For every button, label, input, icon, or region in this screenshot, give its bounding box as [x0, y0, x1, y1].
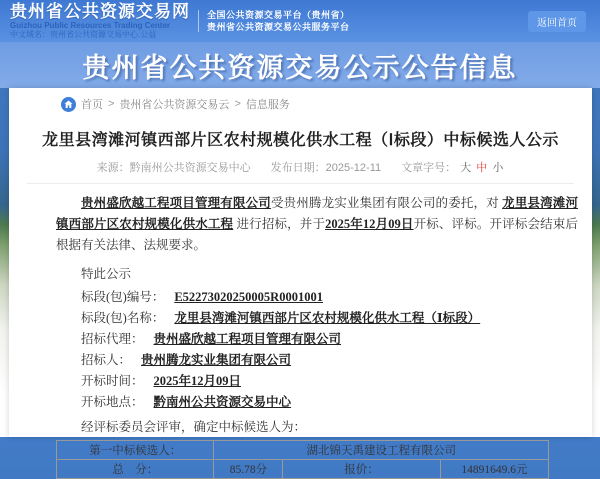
review-statement: 经评标委员会评审，确定中标候选人为：: [81, 420, 307, 434]
content-card: [9, 88, 592, 476]
font-size-medium[interactable]: 中: [476, 162, 488, 174]
field-bid-agency: [56, 333, 578, 346]
candidate-name-cell: 湖北锦天禹建设工程有限公司: [214, 441, 549, 460]
field-value: E52273020250005R0001001: [174, 290, 323, 304]
platform-line-1: 全国公共资源交易平台（贵州省）: [207, 10, 350, 20]
price-label-cell: 报价：: [283, 460, 440, 479]
intro-paragraph: 贵州盛欣越工程项目管理有限公司受贵州腾龙实业集团有限公司的委托，对 龙里县湾滩河镇西部片区农村规模化供水工程 进行招标，并于2025年12月09日开标、评标。开评标会结束后根据有关法律、法规要求。: [56, 196, 578, 252]
field-label: 招标人：: [81, 353, 132, 367]
site-name-english: Guizhou Public Resources Trading Center: [10, 21, 171, 30]
field-value: 黔南州公共资源交易中心: [153, 395, 292, 409]
field-section-name: [56, 312, 578, 325]
candidate-label-cell: 第一中标候选人：: [57, 441, 214, 460]
article-meta: [9, 159, 592, 175]
field-open-place: [56, 396, 578, 409]
home-icon: [61, 97, 76, 112]
page-banner: [0, 42, 600, 88]
score-value-cell: 85.78分: [214, 460, 283, 479]
font-size-large[interactable]: 大: [460, 162, 472, 174]
field-label: 开标地点：: [81, 395, 144, 409]
field-value: 贵州腾龙实业集团有限公司: [141, 353, 292, 367]
meta-font-size: [401, 159, 504, 175]
article-body: [9, 193, 592, 479]
breadcrumb-home[interactable]: 首页: [81, 99, 103, 111]
article-title: 龙里县湾滩河镇西部片区农村规模化供水工程（Ⅰ标段）中标候选人公示: [42, 132, 559, 149]
candidate-table: [56, 440, 549, 479]
bid-open-date: 2025年12月09日: [325, 217, 414, 231]
table-row: [57, 441, 549, 460]
hereby-announce: 特此公示: [81, 267, 132, 281]
field-label: 开标时间：: [81, 374, 144, 388]
score-label-cell: 总 分：: [57, 460, 214, 479]
field-value: 2025年12月09日: [153, 374, 242, 388]
field-open-time: [56, 375, 578, 388]
platform-names: [198, 10, 350, 32]
project-name: 龙里县湾滩河镇西部片区农村规模化供水工程: [56, 196, 578, 231]
site-logo: [10, 3, 190, 39]
meta-divider: [27, 183, 574, 184]
font-size-label: 文章字号：: [401, 162, 457, 174]
price-value-cell: 14891649.6元: [440, 460, 548, 479]
site-name: 贵州省公共资源交易网: [10, 2, 190, 21]
field-label: 标段(包)名称：: [81, 311, 165, 325]
breadcrumb-trading-cloud[interactable]: 贵州省公共资源交易云: [119, 99, 230, 111]
breadcrumb-separator: >: [108, 98, 115, 110]
table-row: [57, 460, 549, 479]
field-value: 贵州盛欣越工程项目管理有限公司: [153, 332, 342, 346]
meta-source: 来源：黔南州公共资源交易中心: [96, 162, 251, 174]
return-home-button[interactable]: 返回首页: [528, 11, 586, 32]
field-label: 标段(包)编号：: [81, 290, 165, 304]
field-label: 招标代理：: [81, 332, 144, 346]
meta-date: 发布日期：2025-12-11: [270, 162, 382, 174]
field-section-number: [56, 291, 578, 304]
field-value: 龙里县湾滩河镇西部片区农村规模化供水工程（Ⅰ标段）: [174, 311, 481, 325]
breadcrumb-info-service[interactable]: 信息服务: [245, 99, 290, 111]
banner-title: 贵州省公共资源交易公示公告信息: [82, 52, 518, 83]
top-header-bar: [0, 0, 600, 42]
agency-name: 贵州盛欣越工程项目管理有限公司: [81, 196, 271, 210]
font-size-small[interactable]: 小: [492, 162, 504, 174]
breadcrumb: [9, 88, 592, 112]
field-tenderee: [56, 354, 578, 367]
breadcrumb-separator: >: [234, 98, 241, 110]
platform-line-2: 贵州省公共资源交易公共服务平台: [207, 22, 350, 32]
site-domain: 中文域名：贵州省公共资源交易中心.公益: [10, 30, 157, 39]
